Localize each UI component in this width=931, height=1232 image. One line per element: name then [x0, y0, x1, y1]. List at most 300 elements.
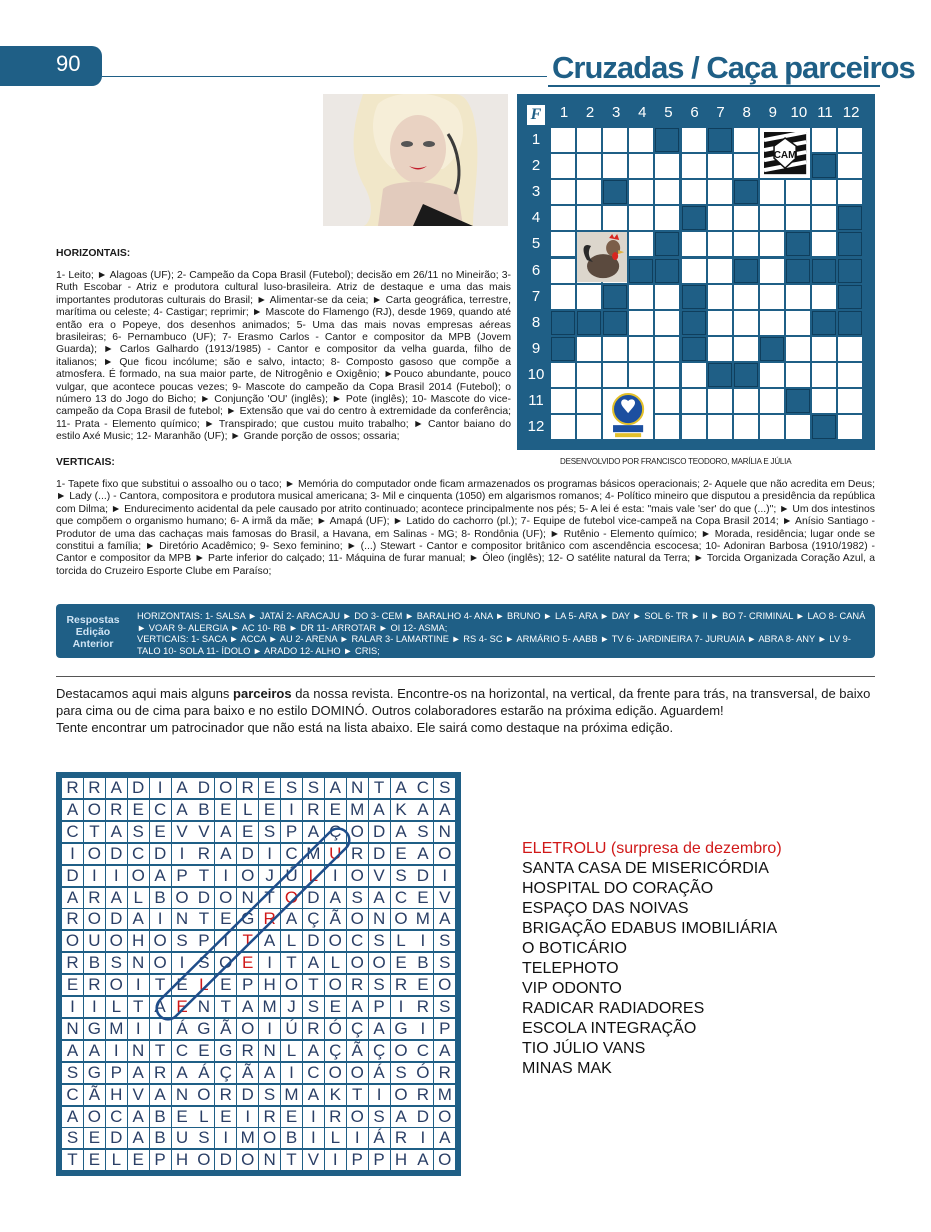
word-search-letter[interactable]: H — [172, 1150, 193, 1170]
crossword-cell[interactable] — [708, 154, 732, 178]
word-search-letter[interactable]: A — [128, 909, 149, 929]
crossword-cell[interactable] — [760, 180, 784, 204]
word-search-letter[interactable]: L — [303, 866, 324, 886]
word-search-letter[interactable]: N — [172, 909, 193, 929]
word-search-letter[interactable]: A — [150, 1085, 171, 1105]
word-search-letter[interactable]: S — [434, 778, 455, 798]
word-search-letter[interactable]: Ç — [303, 909, 324, 929]
word-search-letter[interactable]: A — [281, 909, 302, 929]
word-search-letter[interactable]: D — [369, 822, 390, 842]
word-search-letter[interactable]: I — [128, 1019, 149, 1039]
word-search-letter[interactable]: I — [106, 866, 127, 886]
word-search-letter[interactable]: O — [172, 888, 193, 908]
crossword-cell[interactable] — [655, 154, 679, 178]
word-search-letter[interactable]: P — [369, 997, 390, 1017]
word-search-letter[interactable]: O — [369, 953, 390, 973]
word-search-letter[interactable]: R — [303, 1019, 324, 1039]
word-search-letter[interactable]: D — [106, 1128, 127, 1148]
word-search-letter[interactable]: V — [172, 822, 193, 842]
word-search-letter[interactable]: Ó — [412, 1063, 433, 1083]
word-search-letter[interactable]: R — [84, 888, 105, 908]
crossword-cell[interactable] — [655, 389, 679, 413]
word-search-letter[interactable]: A — [434, 800, 455, 820]
word-search-letter[interactable]: D — [237, 844, 258, 864]
word-search-letter[interactable]: S — [62, 1128, 83, 1148]
crossword-cell[interactable] — [682, 180, 706, 204]
crossword-cell[interactable] — [682, 415, 706, 439]
word-search-letter[interactable]: N — [259, 1150, 280, 1170]
word-search-letter[interactable]: A — [325, 888, 346, 908]
word-search-letter[interactable]: L — [281, 1041, 302, 1061]
crossword-cell[interactable] — [551, 206, 575, 230]
word-search-letter[interactable]: N — [128, 1041, 149, 1061]
word-search-letter[interactable]: Ó — [325, 1019, 346, 1039]
word-search-letter[interactable]: R — [62, 953, 83, 973]
crossword-cell[interactable] — [786, 180, 810, 204]
word-search-letter[interactable]: E — [391, 953, 412, 973]
word-search-letter[interactable]: N — [193, 997, 214, 1017]
word-search-letter[interactable]: O — [84, 1107, 105, 1127]
word-search-letter[interactable]: O — [347, 822, 368, 842]
crossword-cell[interactable] — [603, 337, 627, 361]
word-search-letter[interactable]: R — [150, 1063, 171, 1083]
word-search-letter[interactable]: T — [128, 997, 149, 1017]
crossword-cell[interactable] — [577, 180, 601, 204]
word-search-letter[interactable]: N — [434, 822, 455, 842]
word-search-letter[interactable]: N — [62, 1019, 83, 1039]
word-search-letter[interactable]: O — [347, 953, 368, 973]
word-search-letter[interactable]: S — [106, 953, 127, 973]
word-search-letter[interactable]: Ç — [369, 1041, 390, 1061]
word-search-letter[interactable]: A — [259, 1063, 280, 1083]
crossword-cell[interactable] — [838, 363, 862, 387]
crossword-cell[interactable] — [760, 415, 784, 439]
word-search-letter[interactable]: A — [62, 1107, 83, 1127]
word-search-letter[interactable]: A — [303, 1085, 324, 1105]
word-search-letter[interactable]: L — [325, 953, 346, 973]
word-search-letter[interactable]: E — [281, 1107, 302, 1127]
word-search-letter[interactable]: V — [193, 822, 214, 842]
word-search-letter[interactable]: O — [150, 953, 171, 973]
word-search-letter[interactable]: D — [369, 844, 390, 864]
crossword-cell[interactable] — [551, 285, 575, 309]
word-search-letter[interactable]: R — [434, 1063, 455, 1083]
word-search-letter[interactable]: A — [325, 778, 346, 798]
word-search-letter[interactable]: C — [391, 888, 412, 908]
word-search-letter[interactable]: O — [391, 909, 412, 929]
word-search-letter[interactable]: T — [237, 931, 258, 951]
word-search-letter[interactable]: D — [412, 866, 433, 886]
word-search-letter[interactable]: Ã — [325, 909, 346, 929]
word-search-letter[interactable]: V — [369, 866, 390, 886]
crossword-cell[interactable] — [838, 154, 862, 178]
word-search-letter[interactable]: E — [237, 953, 258, 973]
word-search-letter[interactable]: D — [128, 778, 149, 798]
word-search-letter[interactable]: S — [172, 931, 193, 951]
word-search-letter[interactable]: Ã — [84, 1085, 105, 1105]
word-search-letter[interactable]: K — [325, 1085, 346, 1105]
word-search-letter[interactable]: B — [150, 888, 171, 908]
word-search-letter[interactable]: T — [281, 953, 302, 973]
word-search-letter[interactable]: Ú — [281, 1019, 302, 1039]
word-search-letter[interactable]: N — [347, 778, 368, 798]
word-search-letter[interactable]: S — [434, 997, 455, 1017]
word-search-letter[interactable]: R — [412, 1085, 433, 1105]
word-search-letter[interactable]: R — [84, 778, 105, 798]
crossword-cell[interactable] — [838, 128, 862, 152]
word-search-letter[interactable]: R — [62, 778, 83, 798]
word-search-letter[interactable]: D — [193, 778, 214, 798]
word-search-letter[interactable]: L — [281, 931, 302, 951]
crossword-cell[interactable] — [551, 154, 575, 178]
crossword-cell[interactable] — [551, 389, 575, 413]
crossword-cell[interactable] — [577, 389, 601, 413]
word-search-letter[interactable]: O — [106, 931, 127, 951]
word-search-letter[interactable]: E — [128, 800, 149, 820]
crossword-cell[interactable] — [551, 232, 575, 256]
crossword-cell[interactable] — [786, 337, 810, 361]
crossword-cell[interactable] — [577, 285, 601, 309]
word-search-letter[interactable]: M — [347, 800, 368, 820]
word-search-letter[interactable]: L — [128, 888, 149, 908]
word-search-letter[interactable]: G — [215, 1041, 236, 1061]
crossword-cell[interactable] — [629, 337, 653, 361]
crossword-cell[interactable] — [734, 232, 758, 256]
word-search-letter[interactable]: S — [347, 888, 368, 908]
word-search-letter[interactable]: R — [62, 909, 83, 929]
word-search-letter[interactable]: O — [434, 844, 455, 864]
word-search-letter[interactable]: I — [172, 844, 193, 864]
word-search-letter[interactable]: L — [193, 975, 214, 995]
word-search-letter[interactable]: I — [215, 866, 236, 886]
crossword-cell[interactable] — [760, 363, 784, 387]
word-search-letter[interactable]: N — [259, 1041, 280, 1061]
word-search-letter[interactable]: S — [369, 975, 390, 995]
word-search-letter[interactable]: B — [150, 1107, 171, 1127]
word-search-letter[interactable]: P — [347, 1150, 368, 1170]
word-search-letter[interactable]: A — [369, 800, 390, 820]
word-search-letter[interactable]: E — [84, 1150, 105, 1170]
word-search-letter[interactable]: D — [215, 1150, 236, 1170]
word-search-letter[interactable]: R — [193, 844, 214, 864]
word-search-letter[interactable]: R — [325, 1107, 346, 1127]
word-search-letter[interactable]: A — [412, 1150, 433, 1170]
word-search-letter[interactable]: A — [172, 778, 193, 798]
word-search-letter[interactable]: A — [62, 1041, 83, 1061]
word-search-letter[interactable]: R — [106, 800, 127, 820]
crossword-cell[interactable] — [603, 154, 627, 178]
crossword-cell[interactable] — [655, 311, 679, 335]
word-search-letter[interactable]: S — [412, 822, 433, 842]
word-search-letter[interactable]: I — [106, 1041, 127, 1061]
word-search-letter[interactable]: Ã — [237, 1063, 258, 1083]
crossword-cell[interactable] — [655, 415, 679, 439]
word-search-letter[interactable]: L — [237, 800, 258, 820]
word-search-letter[interactable]: P — [193, 931, 214, 951]
word-search-letter[interactable]: H — [259, 975, 280, 995]
word-search-letter[interactable]: U — [172, 1128, 193, 1148]
word-search-letter[interactable]: L — [325, 1128, 346, 1148]
crossword-cell[interactable] — [812, 206, 836, 230]
word-search-letter[interactable]: G — [84, 1063, 105, 1083]
word-search-letter[interactable]: R — [303, 800, 324, 820]
word-search-letter[interactable]: A — [391, 778, 412, 798]
word-search-letter[interactable]: U — [325, 844, 346, 864]
word-search-letter[interactable]: R — [391, 975, 412, 995]
word-search-letter[interactable]: P — [150, 1150, 171, 1170]
word-search-letter[interactable]: A — [172, 800, 193, 820]
word-search-letter[interactable]: C — [172, 1041, 193, 1061]
word-search-letter[interactable]: T — [303, 975, 324, 995]
word-search-letter[interactable]: A — [303, 822, 324, 842]
word-search-letter[interactable]: L — [106, 1150, 127, 1170]
crossword-cell[interactable] — [708, 389, 732, 413]
word-search-letter[interactable]: A — [434, 1128, 455, 1148]
crossword-cell[interactable] — [577, 154, 601, 178]
word-search-letter[interactable]: O — [106, 975, 127, 995]
word-search-letter[interactable]: I — [172, 953, 193, 973]
word-search-letter[interactable]: T — [150, 1041, 171, 1061]
word-search-letter[interactable]: T — [193, 909, 214, 929]
word-search-letter[interactable]: C — [412, 1041, 433, 1061]
word-search-letter[interactable]: A — [391, 822, 412, 842]
word-search-letter[interactable]: I — [325, 1150, 346, 1170]
crossword-cell[interactable] — [551, 415, 575, 439]
word-search-letter[interactable]: L — [391, 931, 412, 951]
word-search-letter[interactable]: N — [128, 953, 149, 973]
crossword-cell[interactable] — [734, 128, 758, 152]
word-search-letter[interactable]: E — [259, 778, 280, 798]
word-search-letter[interactable]: O — [281, 888, 302, 908]
word-search-letter[interactable]: J — [281, 997, 302, 1017]
word-search-letter[interactable]: C — [62, 1085, 83, 1105]
word-search-letter[interactable]: S — [369, 1107, 390, 1127]
word-search-letter[interactable]: D — [303, 931, 324, 951]
crossword-cell[interactable] — [812, 389, 836, 413]
crossword-cell[interactable] — [812, 180, 836, 204]
word-search-letter[interactable]: A — [84, 1041, 105, 1061]
word-search-letter[interactable]: L — [193, 1107, 214, 1127]
crossword-cell[interactable] — [629, 232, 653, 256]
word-search-letter[interactable]: L — [106, 997, 127, 1017]
word-search-letter[interactable]: A — [128, 1107, 149, 1127]
crossword-cell[interactable] — [551, 128, 575, 152]
word-search-letter[interactable]: O — [434, 1150, 455, 1170]
crossword-cell[interactable] — [682, 154, 706, 178]
word-search-letter[interactable]: I — [84, 866, 105, 886]
word-search-letter[interactable]: B — [150, 1128, 171, 1148]
word-search-letter[interactable]: I — [303, 1107, 324, 1127]
crossword-cell[interactable] — [655, 337, 679, 361]
word-search-letter[interactable]: N — [237, 888, 258, 908]
word-search-letter[interactable]: P — [106, 1063, 127, 1083]
crossword-cell[interactable] — [629, 206, 653, 230]
word-search-letter[interactable]: O — [237, 1019, 258, 1039]
crossword-cell[interactable] — [577, 337, 601, 361]
word-search-letter[interactable]: O — [434, 1107, 455, 1127]
word-search-letter[interactable]: Ã — [347, 1041, 368, 1061]
word-search-letter[interactable]: C — [412, 778, 433, 798]
crossword-cell[interactable] — [734, 206, 758, 230]
crossword-cell[interactable] — [708, 180, 732, 204]
word-search-letter[interactable]: O — [237, 1150, 258, 1170]
word-search-letter[interactable]: R — [347, 844, 368, 864]
crossword-cell[interactable] — [786, 285, 810, 309]
word-search-letter[interactable]: I — [369, 1085, 390, 1105]
word-search-letter[interactable]: A — [412, 800, 433, 820]
crossword-cell[interactable] — [655, 285, 679, 309]
word-search-letter[interactable]: D — [106, 909, 127, 929]
word-search-letter[interactable]: O — [347, 866, 368, 886]
crossword-cell[interactable] — [812, 337, 836, 361]
word-search-letter[interactable]: H — [391, 1150, 412, 1170]
word-search-letter[interactable]: I — [259, 844, 280, 864]
crossword-cell[interactable] — [551, 363, 575, 387]
word-search-letter[interactable]: Ç — [325, 822, 346, 842]
word-search-letter[interactable]: R — [259, 1107, 280, 1127]
crossword-cell[interactable] — [577, 363, 601, 387]
word-search-letter[interactable]: D — [412, 1107, 433, 1127]
word-search-letter[interactable]: O — [237, 866, 258, 886]
word-search-letter[interactable]: Á — [369, 1128, 390, 1148]
word-search-letter[interactable]: E — [193, 1041, 214, 1061]
crossword-cell[interactable] — [708, 285, 732, 309]
crossword-cell[interactable] — [734, 337, 758, 361]
crossword-cell[interactable] — [786, 363, 810, 387]
word-search-letter[interactable]: O — [391, 1085, 412, 1105]
word-search-letter[interactable]: O — [391, 1041, 412, 1061]
word-search-letter[interactable]: G — [193, 1019, 214, 1039]
word-search-letter[interactable]: S — [259, 1085, 280, 1105]
word-search-letter[interactable]: Á — [150, 997, 171, 1017]
word-search-letter[interactable]: M — [106, 1019, 127, 1039]
word-search-letter[interactable]: A — [106, 888, 127, 908]
word-search-letter[interactable]: O — [347, 1107, 368, 1127]
word-search-letter[interactable]: C — [303, 1063, 324, 1083]
word-search-letter[interactable]: I — [150, 778, 171, 798]
word-search-letter[interactable]: A — [434, 1041, 455, 1061]
crossword-cell[interactable] — [760, 389, 784, 413]
word-search-letter[interactable]: O — [193, 1150, 214, 1170]
word-search-letter[interactable]: O — [84, 844, 105, 864]
word-search-letter[interactable]: I — [62, 844, 83, 864]
word-search-letter[interactable]: I — [150, 1019, 171, 1039]
word-search-letter[interactable]: E — [325, 997, 346, 1017]
word-search-letter[interactable]: O — [193, 1085, 214, 1105]
word-search-letter[interactable]: V — [434, 888, 455, 908]
word-search-letter[interactable]: R — [259, 909, 280, 929]
word-search-letter[interactable]: M — [303, 844, 324, 864]
word-search-letter[interactable]: R — [412, 997, 433, 1017]
word-search-letter[interactable]: I — [215, 931, 236, 951]
word-search-letter[interactable]: Ç — [325, 1041, 346, 1061]
word-search-letter[interactable]: P — [237, 975, 258, 995]
word-search-letter[interactable]: I — [84, 997, 105, 1017]
crossword-cell[interactable] — [603, 128, 627, 152]
word-search-letter[interactable]: T — [84, 822, 105, 842]
word-search-letter[interactable]: N — [369, 909, 390, 929]
word-search-letter[interactable]: O — [84, 800, 105, 820]
word-search-letter[interactable]: O — [215, 953, 236, 973]
crossword-cell[interactable] — [655, 363, 679, 387]
word-search-letter[interactable]: I — [259, 953, 280, 973]
word-search-letter[interactable]: C — [150, 800, 171, 820]
word-search-letter[interactable]: E — [391, 844, 412, 864]
word-search-letter[interactable]: Ã — [215, 1019, 236, 1039]
word-search-letter[interactable]: E — [215, 909, 236, 929]
word-search-letter[interactable]: O — [325, 1063, 346, 1083]
word-search-letter[interactable]: B — [193, 800, 214, 820]
crossword-cell[interactable] — [629, 285, 653, 309]
word-search-letter[interactable]: O — [128, 866, 149, 886]
crossword-cell[interactable] — [838, 337, 862, 361]
word-search-letter[interactable]: Ç — [347, 1019, 368, 1039]
word-search-letter[interactable]: M — [281, 1085, 302, 1105]
word-search-letter[interactable]: O — [259, 1128, 280, 1148]
word-search-letter[interactable]: I — [259, 1019, 280, 1039]
crossword-cell[interactable] — [812, 285, 836, 309]
word-search-letter[interactable]: A — [106, 822, 127, 842]
word-search-letter[interactable]: O — [347, 909, 368, 929]
word-search-letter[interactable]: I — [412, 1019, 433, 1039]
word-search-letter[interactable]: D — [193, 888, 214, 908]
word-search-letter[interactable]: Á — [193, 1063, 214, 1083]
word-search-letter[interactable]: S — [62, 1063, 83, 1083]
word-search-letter[interactable]: S — [434, 953, 455, 973]
word-search-letter[interactable]: C — [62, 822, 83, 842]
word-search-letter[interactable]: G — [391, 1019, 412, 1039]
crossword-cell[interactable] — [603, 206, 627, 230]
word-search-letter[interactable]: E — [150, 822, 171, 842]
crossword-cell[interactable] — [682, 232, 706, 256]
crossword-cell[interactable] — [734, 311, 758, 335]
word-search-letter[interactable]: E — [172, 975, 193, 995]
word-search-letter[interactable]: I — [237, 1107, 258, 1127]
word-search-letter[interactable]: A — [434, 909, 455, 929]
word-search-letter[interactable]: A — [347, 997, 368, 1017]
crossword-cell[interactable] — [708, 232, 732, 256]
crossword-cell[interactable] — [812, 363, 836, 387]
word-search-letter[interactable]: A — [62, 800, 83, 820]
word-search-letter[interactable]: S — [303, 778, 324, 798]
crossword-cell[interactable] — [551, 180, 575, 204]
word-search-letter[interactable]: S — [259, 822, 280, 842]
crossword-cell[interactable] — [577, 128, 601, 152]
word-search-letter[interactable]: P — [369, 1150, 390, 1170]
crossword-cell[interactable] — [682, 363, 706, 387]
crossword-cell[interactable] — [708, 311, 732, 335]
word-search-letter[interactable]: O — [434, 975, 455, 995]
word-search-letter[interactable]: B — [84, 953, 105, 973]
word-search-letter[interactable]: I — [128, 975, 149, 995]
word-search-letter[interactable]: A — [62, 888, 83, 908]
word-search-letter[interactable]: A — [215, 844, 236, 864]
word-search-letter[interactable]: E — [215, 975, 236, 995]
word-search-letter[interactable]: Ú — [281, 866, 302, 886]
crossword-cell[interactable] — [682, 389, 706, 413]
word-search-letter[interactable]: S — [128, 822, 149, 842]
word-search-letter[interactable]: T — [347, 1085, 368, 1105]
crossword-cell[interactable] — [708, 415, 732, 439]
word-search-letter[interactable]: O — [215, 888, 236, 908]
crossword-cell[interactable] — [682, 128, 706, 152]
crossword-cell[interactable] — [708, 337, 732, 361]
crossword-cell[interactable] — [708, 206, 732, 230]
word-search-letter[interactable]: G — [237, 909, 258, 929]
word-search-letter[interactable]: Á — [369, 1063, 390, 1083]
word-search-letter[interactable]: E — [84, 1128, 105, 1148]
word-search-letter[interactable]: Á — [172, 1019, 193, 1039]
